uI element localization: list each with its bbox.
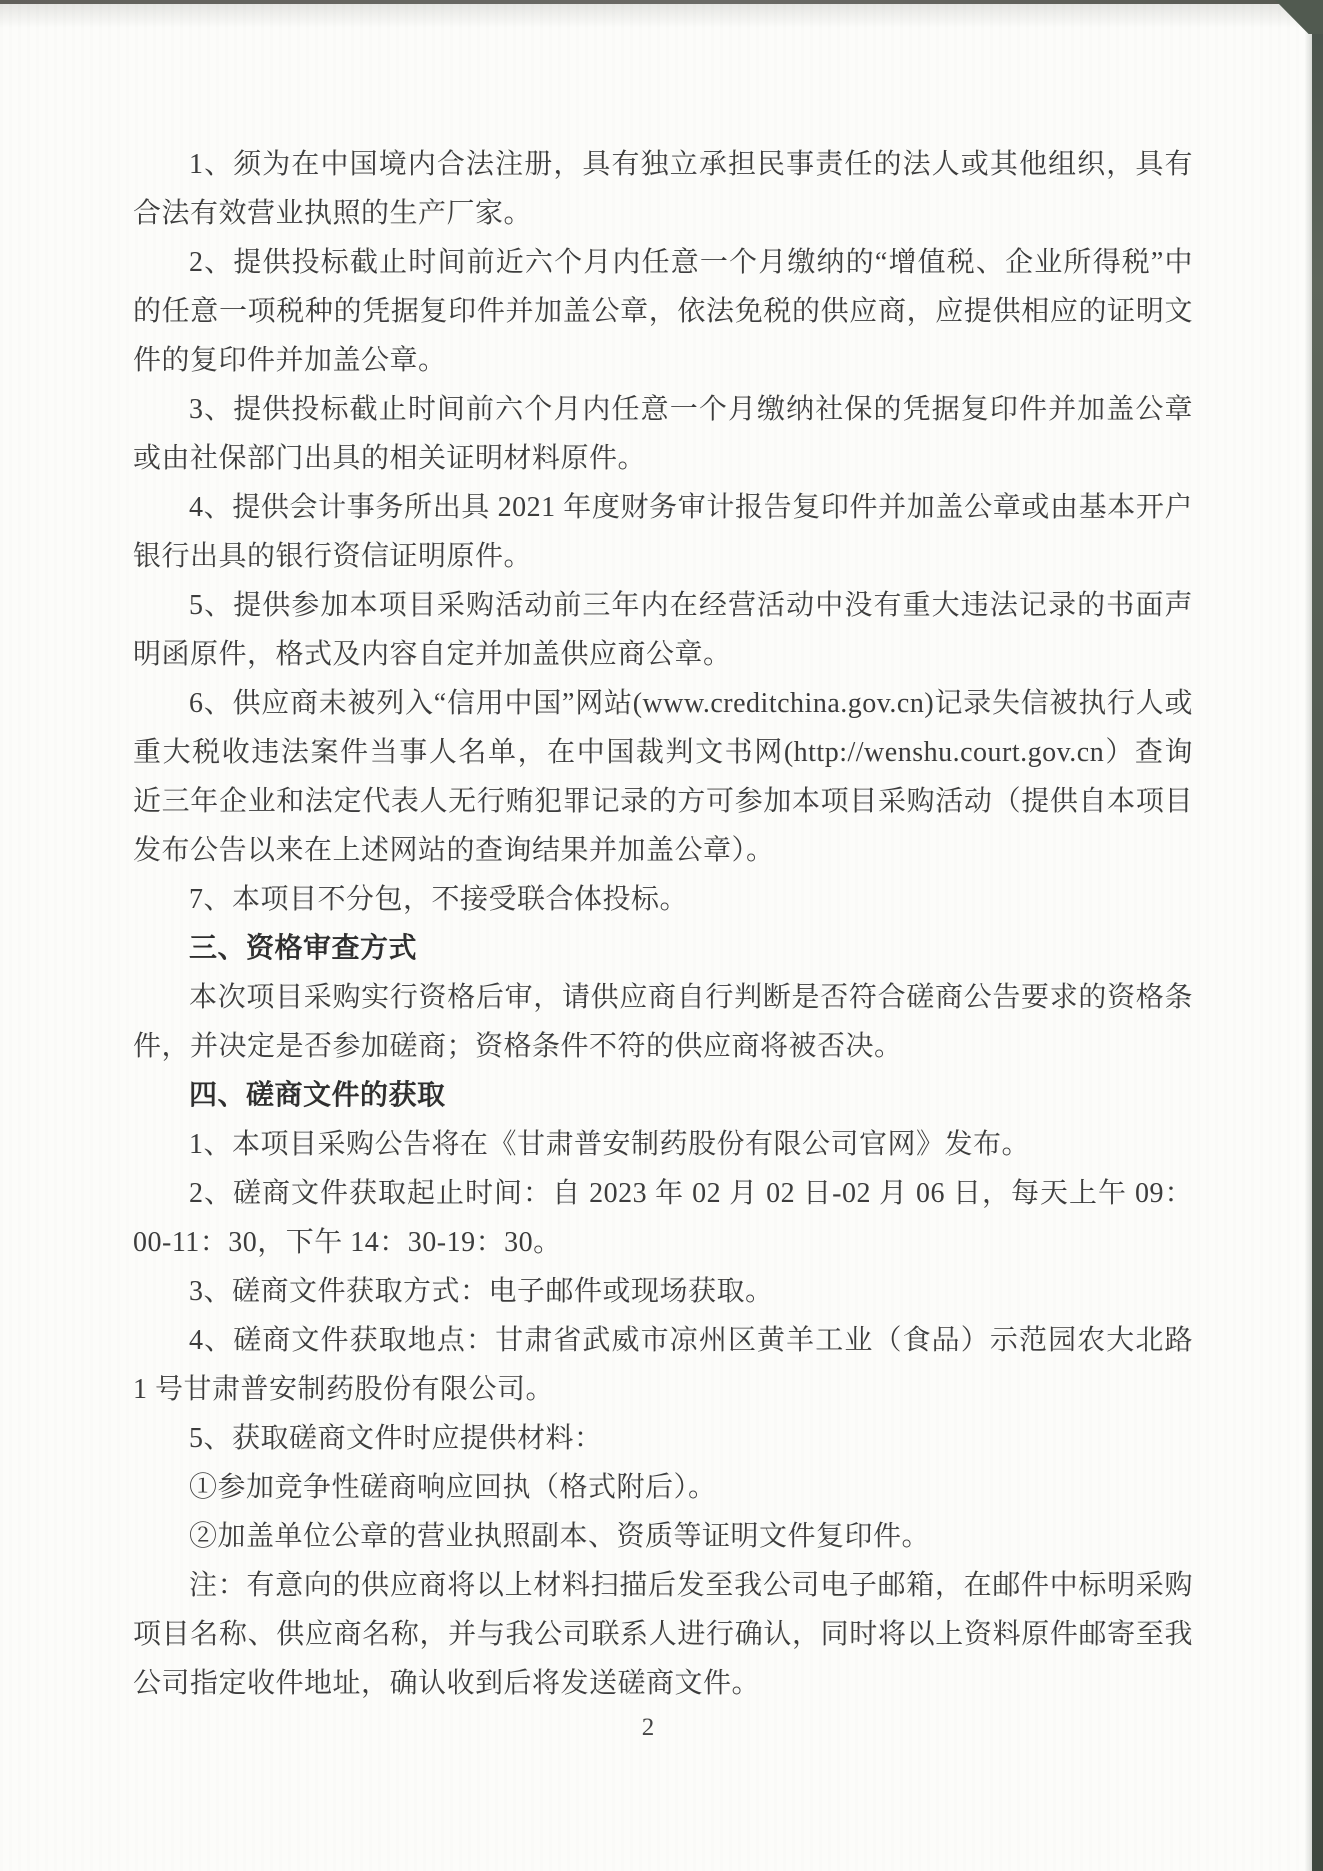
- scan-top-shadow: [0, 4, 1323, 28]
- page-number: 2: [641, 1714, 655, 1741]
- paragraph: 3、磋商文件获取方式：电子邮件或现场获取。: [189, 1276, 774, 1307]
- paragraph: 4、磋商文件获取地点：甘肃省武威市凉州区黄羊工业（食品）示范园农大北路 1 号甘肃普安制药股份有限公司。: [133, 1325, 1193, 1405]
- scan-right-shadow: [1305, 0, 1312, 1871]
- paragraph: 3、提供投标截止时间前六个月内任意一个月缴纳社保的凭据复印件并加盖公章或由社保部门出具的相关证明材料原件。: [133, 394, 1193, 474]
- section-heading: 四、磋商文件的获取: [189, 1080, 446, 1111]
- scan-right-edge: [1312, 0, 1323, 1871]
- scan-top-edge: [0, 0, 1323, 4]
- document-body: [133, 140, 1193, 1708]
- paragraph: 2、磋商文件获取起止时间：自 2023 年 02 月 02 日-02 月 06 日，每天上午 09：00-11：30，下午 14：30-19：30。: [133, 1178, 1193, 1258]
- section-heading: 三、资格审查方式: [189, 933, 418, 964]
- paragraph: 1、本项目采购公告将在《甘肃普安制药股份有限公司官网》发布。: [189, 1129, 1031, 1160]
- paragraph: ①参加竞争性磋商响应回执（格式附后）。: [189, 1472, 717, 1503]
- paragraph: 1、须为在中国境内合法注册，具有独立承担民事责任的法人或其他组织，具有合法有效营业执照的生产厂家。: [133, 149, 1193, 229]
- paragraph: 4、提供会计事务所出具 2021 年度财务审计报告复印件并加盖公章或由基本开户银行出具的银行资信证明原件。: [133, 492, 1193, 572]
- paragraph: 7、本项目不分包，不接受联合体投标。: [189, 884, 689, 915]
- paragraph: 6、供应商未被列入“信用中国”网站(www.creditchina.gov.cn)记录失信被执行人或重大税收违法案件当事人名单，在中国裁判文书网(http://wenshu.court.gov.cn）查询近三年企业和法定代表人无行贿犯罪记录的方可参加本项目采购活动（提供自本项目发布公告以来在上述网站的查询结果并加盖公章）。: [133, 688, 1193, 866]
- paragraph: 5、提供参加本项目采购活动前三年内在经营活动中没有重大违法记录的书面声明函原件，格式及内容自定并加盖供应商公章。: [133, 590, 1193, 670]
- paragraph: 2、提供投标截止时间前近六个月内任意一个月缴纳的“增值税、企业所得税”中的任意一项税种的凭据复印件并加盖公章，依法免税的供应商，应提供相应的证明文件的复印件并加盖公章。: [133, 247, 1193, 376]
- paragraph: ②加盖单位公章的营业执照副本、资质等证明文件复印件。: [189, 1521, 931, 1552]
- paragraph: 本次项目采购实行资格后审，请供应商自行判断是否符合磋商公告要求的资格条件，并决定是否参加磋商；资格条件不符的供应商将被否决。: [133, 982, 1193, 1062]
- paragraph: 注：有意向的供应商将以上材料扫描后发至我公司电子邮箱，在邮件中标明采购项目名称、供应商名称，并与我公司联系人进行确认，同时将以上资料原件邮寄至我公司指定收件地址，确认收到后将发送磋商文件。: [133, 1570, 1193, 1699]
- paragraph: 5、获取磋商文件时应提供材料：: [189, 1423, 603, 1454]
